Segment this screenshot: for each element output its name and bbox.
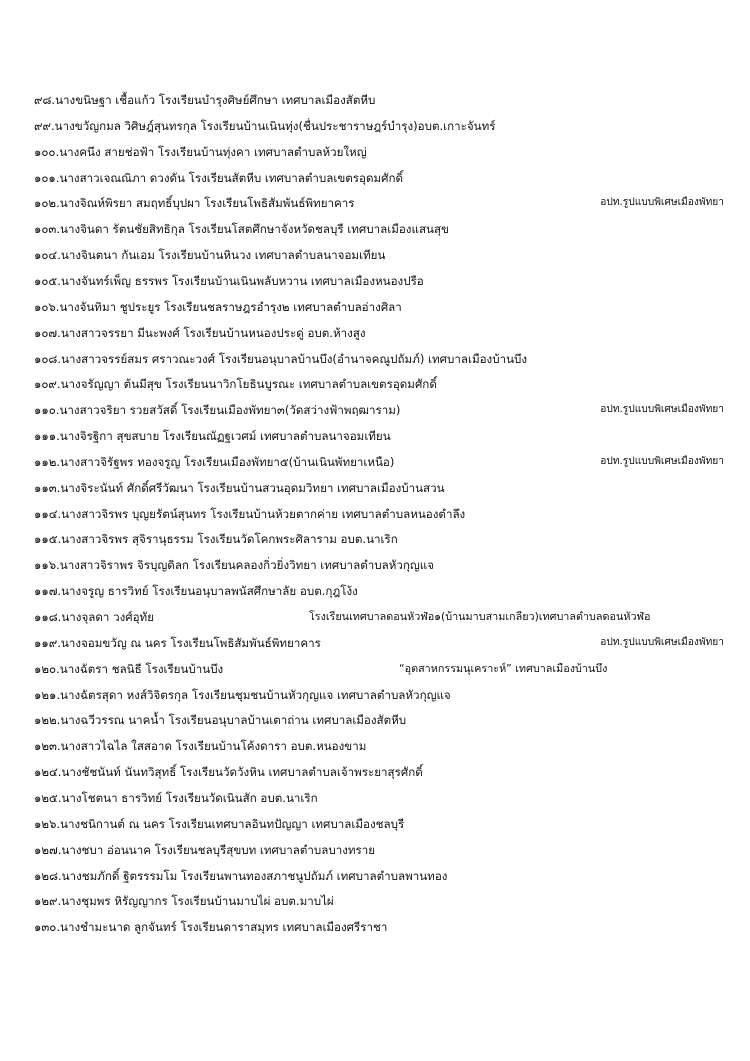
entry-text: ๙๘.นางขนิษฐา เชื้อแก้ว โรงเรียนบำรุงศิษย์ศึกษา เทศบาลเมืองสัตหีบ (34, 93, 376, 107)
entry-text: ๑๐๙.นางจรัญญา ต้นมีสุข โรงเรียนนาวิกโยธินบูรณะ เทศบาลตำบลเขตรอุดมศักดิ์ (34, 377, 437, 392)
entry-text: ๑๒๒.นางฉวีวรรณ นาคน้ำ โรงเรียนอนุบาลบ้านเตาถ่าน เทศบาลเมืองสัตหีบ (34, 713, 407, 728)
entry-text: ๑๒๙.นางชุมพร หิรัญญากร โรงเรียนบ้านมาบไผ่ อบต.มาบไผ่ (34, 894, 334, 909)
list-item (34, 115, 724, 137)
entry-text: ๑๓๐.นางชำมะนาด ลูกจันทร์ โรงเรียนดาราสมุทร เทศบาลเมืองศรีราชา (34, 920, 388, 935)
entry-text: ๑๑๑.นางจิรฐิกา สุขสบาย โรงเรียนณัฏฐเวศม์ เทศบาลตำบลนาจอมเทียน (34, 429, 391, 444)
list-item (34, 554, 724, 576)
list-item (34, 89, 724, 111)
list-item (34, 167, 724, 189)
entry-text: ๑๐๕.นางจันทร์เพ็ญ ธรรพร โรงเรียนบ้านเนินพลับหวาน เทศบาลเมืองหนองปรือ (34, 273, 424, 288)
entry-school-org: “อุตสาหกรรมนุเคราะห์” เทศบาลเมืองบ้านบึง (399, 661, 608, 675)
list-item (34, 270, 724, 292)
list-item (34, 348, 724, 370)
list-item (34, 709, 724, 731)
entry-school-org: โรงเรียนเทศบาลดอนหัวฬ่อ๑(บ้านมาบสามเกลียว)เทศบาลตำบลดอนหัวฬ่อ (309, 610, 651, 623)
entry-text: ๑๑๐.นางสาวจริยา รวยสวัสดิ์ โรงเรียนเมืองพัทยา๓(วัดสว่างฟ้าพฤฒาราม) (34, 403, 401, 418)
list-item (34, 606, 724, 628)
entry-text: ๑๐๔.นางจินตนา กันเอม โรงเรียนบ้านหินวง เทศบาลตำบลนาจอมเทียน (34, 248, 386, 263)
entry-text: ๑๐๐.นางคนึง สายช่อฟ้า โรงเรียนบ้านทุ่งคา เทศบาลตำบลห้วยใหญ่ (34, 144, 367, 159)
list-item (34, 658, 724, 680)
entry-text: ๑๑๗.นางจรูญ ธารวิทย์ โรงเรียนอนุบาลพนัสศึกษาลัย อบต.กุฎโง้ง (34, 584, 358, 599)
list-item (34, 244, 724, 266)
list-item (34, 787, 724, 809)
entry-text: ๑๑๖.นางสาวจิราพร จิรบุญดิลก โรงเรียนคลองกิ่วยิ่งวิทยา เทศบาลตำบลหัวกุญแจ (34, 558, 435, 573)
entry-text: ๑๑๕.นางสาวจิรพร สุจิรานุธรรม โรงเรียนวัดโคกพระศิลาราม อบต.นาเริก (34, 532, 398, 547)
entry-text: ๑๒๓.นางสาวไฉไล ใสสอาด โรงเรียนบ้านโค้งดารา อบต.หนองขาม (34, 739, 367, 754)
list-item (34, 192, 724, 214)
list-item (34, 322, 724, 344)
entry-organization: อปท.รูปแบบพิเศษเมืองพัทยา (600, 197, 724, 209)
list-item (34, 141, 724, 163)
list-item (34, 399, 724, 421)
entry-text: ๑๒๑.นางฉัตรสุดา หงส์วิจิตรกุล โรงเรียนชุมชนบ้านหัวกุญแจ เทศบาลตำบลหัวกุญแจ (34, 687, 451, 702)
list-item (34, 425, 724, 447)
entry-text: ๑๑๔.นางสาวจิรพร บุญยรัตน์สุนทร โรงเรียนบ้านห้วยตากค่าย เทศบาลตำบลหนองตำลึง (34, 506, 466, 521)
entry-text: ๑๑๙.นางจอมขวัญ ณ นคร โรงเรียนโพธิสัมพันธ์พิทยาคาร (34, 635, 321, 650)
list-item (34, 813, 724, 835)
list-item (34, 735, 724, 757)
list-item (34, 477, 724, 499)
entry-text: ๑๐๒.นางจิณห์พิรยา สมฤทธิ์บุปผา โรงเรียนโพธิสัมพันธ์พิทยาคาร (34, 196, 355, 211)
entry-text: ๑๒๐.นางฉัตรา ชลนิธี โรงเรียนบ้านบึง (34, 661, 224, 676)
entry-text: ๙๙.นางขวัญกมล วิศิษฎ์สุนทรกุล โรงเรียนบ้านเนินทุ่ง(ชื่นประชาราษฎร์บำรุง)อบต.เกาะจันทร์ (34, 118, 496, 133)
list-item (34, 580, 724, 602)
entry-text: ๑๒๘.นางชมภักดิ์ ฐิตรรรมโม โรงเรียนพานทองสภาชนูปถัมภ์ เทศบาลตำบลพานทอง (34, 868, 448, 883)
entry-text: ๑๐๘.นางสาวจรรย์สมร ศราวณะวงศ์ โรงเรียนอนุบาลบ้านบึง(อำนาจคณูปถัมภ์) เทศบาลเมืองบ้านบึง (34, 351, 528, 366)
entry-text: ๑๑๘.นางจุลดา วงศ์อุทัย (34, 610, 154, 624)
list-item (34, 373, 724, 395)
list-item (34, 916, 724, 938)
list-item (34, 528, 724, 550)
entry-text: ๑๐๗.นางสาวจรรยา มีนะพงศ์ โรงเรียนบ้านหนองประดู่ อบต.ห้างสูง (34, 325, 366, 340)
list-item (34, 451, 724, 473)
entry-organization: อปท.รูปแบบพิเศษเมืองพัทยา (600, 636, 724, 648)
entry-text: ๑๒๔.นางชัชนันท์ นันทวิสุทธิ์ โรงเรียนวัดวังหิน เทศบาลตำบลเจ้าพระยาสุรศักดิ์ (34, 765, 423, 780)
list-item (34, 865, 724, 887)
list-item (34, 684, 724, 706)
list-item (34, 632, 724, 654)
entry-text: ๑๒๗.นางชบา อ่อนนาค โรงเรียนชลบุรีสุขบท เทศบาลตำบลบางทราย (34, 842, 376, 857)
entry-text: ๑๒๕.นางโชตนา ธารวิทย์ โรงเรียนวัดเนินสัก อบต.นาเริก (34, 790, 318, 805)
entry-text: ๑๒๖.นางชนิกานต์ ณ นคร โรงเรียนเทศบาลอินทปัญญา เทศบาลเมืองชลบุรี (34, 816, 405, 831)
entry-text: ๑๐๖.นางจันทิมา ชูประยูร โรงเรียนชลราษฎรอำรุง๒ เทศบาลตำบลอ่างศิลา (34, 299, 402, 314)
list-item (34, 218, 724, 240)
entry-organization: อปท.รูปแบบพิเศษเมืองพัทยา (600, 455, 724, 467)
entry-text: ๑๑๓.นางจิระนันท์ ศักดิ์ศรีวัฒนา โรงเรียนบ้านสวนอุดมวิทยา เทศบาลเมืองบ้านสวน (34, 480, 445, 495)
list-item (34, 296, 724, 318)
entry-organization: อปท.รูปแบบพิเศษเมืองพัทยา (600, 404, 724, 416)
list-item (34, 890, 724, 912)
entry-text: ๑๐๑.นางสาวเจณณิภา ดวงดัน โรงเรียนสัตหีบ เทศบาลตำบลเขตรอุดมศักดิ์ (34, 170, 404, 185)
list-item (34, 503, 724, 525)
list-item (34, 761, 724, 783)
entry-text: ๑๐๓.นางจินดา รัตนชัยสิทธิกุล โรงเรียนโสตศึกษาจังหวัดชลบุรี เทศบาลเมืองแสนสุข (34, 222, 449, 237)
list-item (34, 839, 724, 861)
entry-text: ๑๑๒.นางสาวจิรัฐพร ทองจรูญ โรงเรียนเมืองพัทยา๕(บ้านเนินพัทยาเหนือ) (34, 454, 395, 469)
